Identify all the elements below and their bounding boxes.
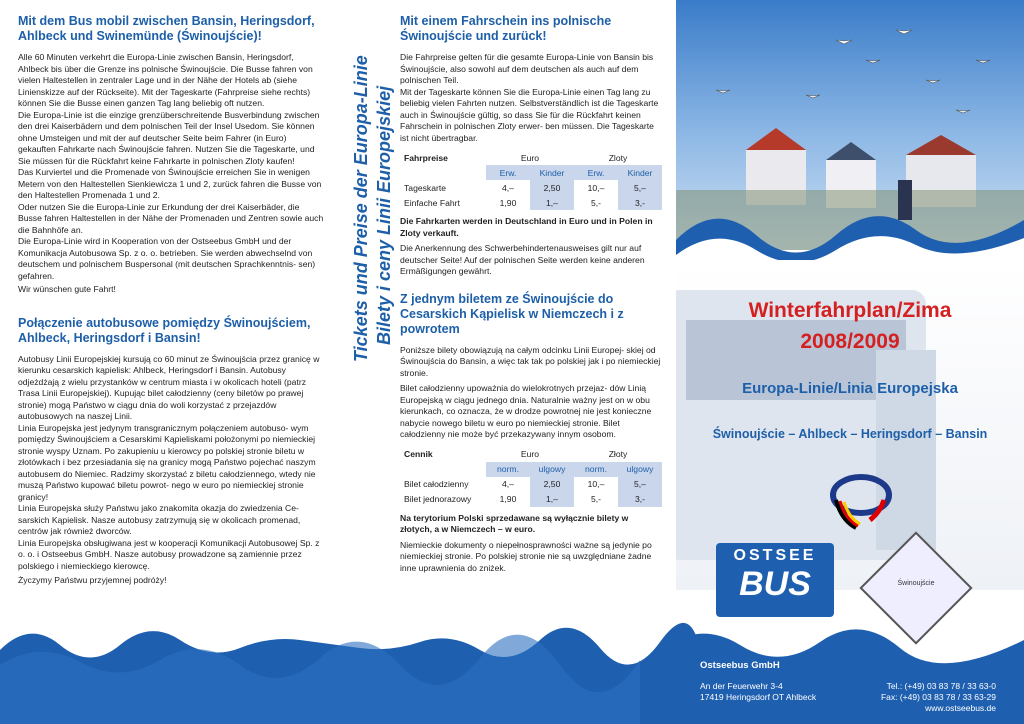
footer-tel: Tel.: (+49) 03 83 78 / 33 63-0 (886, 681, 996, 691)
paragraph: Linia Europejska obsługiwana jest w kooperacji Komunikacji Autobusowej Sp. z o. o. i Ostseebus GmbH. Nasze autobusy prowadzone są zamiennie przez polskiego i niemieckiego kierowcę. (18, 537, 320, 571)
cell: 5,– (618, 180, 662, 195)
cover-route: Świnoujście – Ahlbeck – Heringsdorf – Bansin (712, 427, 988, 441)
table-label: Cennik (404, 449, 433, 459)
table-row (400, 477, 662, 492)
currency-header: Euro (520, 152, 540, 163)
logo-main: BUS (739, 565, 811, 603)
footer-company: Ostseebus GmbH (700, 660, 780, 671)
vertical-title-line2: Bilety i ceny Linii Europejskiej (374, 85, 394, 345)
col-header: Erw. (574, 165, 618, 180)
vertical-title (330, 10, 400, 370)
column-tickets (400, 14, 662, 574)
col-header: ulgowy (530, 462, 574, 477)
note-bold: Die Fahrkarten werden in Deutschland in Euro und in Polen in Zloty verkauft. (400, 216, 653, 238)
cell: 4,– (502, 182, 514, 193)
paragraph: Das Kurviertel und die Promenade von Świnoujście erreichen Sie in wenigen Metern von den Haltestellen Sienkiewicza 1 und 2, zurück fahren die Busse von den Haltestellen Promenada 1 und 2. (18, 167, 322, 200)
fare-table-de (400, 150, 662, 210)
paragraph: Die Europa-Linie ist die einzige grenzüberschreitende Busverbindung zwischen den drei Kaiserbädern und dem polnischen Teil der Insel Usedom. Sie können ohne Umsteigen und mit der auf deutscher Seite beim Fahrer (in Euro) gekauften Fahrkarte nach Świnoujście fahren. Nutzen Sie die Tageskarte, und Sie müssen für die Rückfahrt keine Fahrkarte in polnischen Zloty kaufen! (18, 109, 320, 166)
cell: 1,– (530, 492, 574, 507)
cover-subtitle: Europa-Linie/Linia Europejska (742, 380, 958, 397)
seal-label: Świnoujście (897, 580, 935, 587)
row-label: Einfache Fahrt (404, 197, 460, 208)
cell: 1,90 (499, 197, 517, 208)
bottom-wave (0, 620, 1024, 724)
cell: 5,– (618, 477, 662, 492)
col-header: norm. (574, 462, 618, 477)
logo-top: OSTSEE (733, 547, 817, 564)
paragraph: Die Europa-Linie wird in Kooperation von der Ostseebus GmbH und der Komunikacja Autobusowa Sp. z o. o. betrieben. Sie werden abwechselnd von deutschem und polnischem Buspersonal (mit deutschen Sprachkenntnis- sen) gefahren. (18, 236, 316, 281)
note-bold: Na terytorium Polski sprzedawane są wyłącznie bilety w złotych, a w Niemczech – w euro. (400, 512, 629, 534)
footer-street: An der Feuerwehr 3-4 (700, 681, 783, 691)
cover-title-line2: 2008/2009 (800, 330, 900, 353)
paragraph: Niemieckie dokumenty o niepełnosprawności ważne są jedynie po niemieckiej stronie. Po polskiej stronie nie są uwzględniane żadne inne uprawnienia do zniżek. (400, 539, 652, 573)
cell: 10,– (587, 182, 605, 193)
heading-ticket-pl: Z jednym biletem ze Świnoujście do Cesarskich Kąpielisk w Niemczech i z powrotem (400, 291, 624, 336)
row-label: Bilet jednorazowy (404, 494, 472, 504)
table-row (400, 180, 662, 195)
footer-fax: Fax: (+49) 03 83 78 / 33 63-29 (880, 692, 996, 702)
footer-web[interactable]: www.ostseebus.de (925, 703, 996, 713)
fare-table-pl (400, 447, 662, 507)
paragraph: Alle 60 Minuten verkehrt die Europa-Linie zwischen Bansin, Heringsdorf, Ahlbeck bis über die Grenze ins polnische Świnoujście. Die Busse fahren von vielen Haltestellen in zentraler Lage und in der Nähe der Hotels ab (siehe Linienskizze auf der Rückseite). Mit der Tageskarte (Fahrpreise siehe rechts) können Sie die Busse einen ganzen Tag lang beliebig oft nutzen. (18, 52, 313, 108)
cell: 5,- (590, 197, 602, 208)
vertical-title-line1: Tickets und Preise der Europa-Linie (351, 55, 371, 362)
row-label: Tageskarte (404, 182, 447, 193)
paragraph: Mit der Tageskarte können Sie die Europa-Linie einen Tag lang zu beliebig vielen Fahrten nutzen. Selbstverständlich ist die Tageskarte auch in Świnoujście gültig, so dass Sie für die Rückfahrt keinen Fahrschein in polnischen Zloty erwer- ben müssen. Die Tageskarte ist nicht übertragbar. (400, 86, 659, 143)
col-header: norm. (486, 462, 530, 477)
cell: 4,– (502, 479, 514, 489)
currency-header: Złoty (608, 449, 628, 459)
paragraph: Życzymy Państwu przyjemnej podróży! (18, 575, 167, 585)
cell: 10,– (587, 479, 605, 489)
heading-polish-intro: Połączenie autobusowe pomiędzy Świnoujściem, Ahlbeck, Heringsdorf i Bansin! (18, 315, 311, 345)
cell: 2,50 (530, 180, 574, 195)
cell: 2,50 (530, 477, 574, 492)
ostseebus-logo (716, 543, 834, 617)
paragraph: Wir wünschen gute Fahrt! (18, 284, 116, 294)
paragraph: Bilet całodzienny upoważnia do wielokrotnych przejaz- dów Linią Europejską w ciągu jednego dnia. Naturalnie ważny jest on w obu kierunkach, co oznacza, że w drodze powrotnej nie jest konieczne nabycie nowego biletu w euro po niemieckiej stronie. Bilet całodzienny nie może być przekazywany innym osobom. (400, 383, 652, 439)
cell: 3,- (618, 195, 662, 210)
heading-ticket-de: Mit einem Fahrschein ins polnische Świnoujście und zurück! (400, 14, 612, 43)
paragraph: Autobusy Linii Europejskiej kursują co 60 minut ze Świnoujścia przez granicę w kierunku cesarskich kąpielisk: Ahlbeck, Heringsdorf i Bansin. Autobusy odjeżdżają z wielu przystanków w centrum miasta i w okolicach hoteli (patrz Trasa Linii Europejskiej). Kupując bilet całodzienny (ceny biletów po prawej stronie) mogą Państwo w ciągu dnia do woli korzystać z przejazdów autobusowych na naszej Linii. (18, 353, 320, 421)
paragraph: Linia Europejska jest jedynym transgranicznym połączeniem autobuso- wym pomiędzy Świnoujściem a Cesarskimi Kąpieliskami położonymi po niemieckiej stronie wyspy Uznam. Po zakupieniu u kierowcy po polskiej stronie biletu w złotówkach i bez przesiadania się na granicy mogą Państwo pojechać naszym autobusem do Niemiec. Radzimy skorzystać z biletu całodziennego, wtedy nie muszą Państwo kupować biletu powrot- nego w euro po niemieckiej stronie granicy! (18, 422, 316, 502)
cell: 1,90 (499, 494, 517, 504)
cover-title-line1: Winterfahrplan/Zima (748, 299, 952, 322)
column-german-polish-intro (18, 14, 324, 587)
paragraph: Linia Europejska służy Państwu jako znakomita okazja do zwiedzenia Ce- sarskich Kąpielisk. Nasze autobusy zatrzymują się w okolicach promenad, centrów jak również dworców. (18, 503, 301, 536)
currency-header: Euro (520, 449, 540, 459)
paragraph: Poniższe bilety obowiązują na całym odcinku Linii Europej- skiej od Świnoujścia do Bansin, a więc tak tak po polskiej jak i po niemieckiej stronie. (400, 344, 661, 378)
col-header: Kinder (618, 165, 662, 180)
table-label: Fahrpreise (404, 152, 448, 163)
paragraph: Oder nutzen Sie die Europa-Linie zur Erkundung der drei Kaiserbäder, die Busse fahren Haltestellen in der Nähe der Promenaden und Zentren sowie auch die Bahnhöfe an. (18, 201, 324, 235)
cover-panel (676, 0, 1024, 724)
table-row (400, 195, 662, 210)
cell: 5,- (590, 494, 602, 504)
paragraph: Die Anerkennung des Schwerbehindertenausweises gilt nur auf deutscher Seite! Auf der polnischen Seite werden keine anderen Ermäßigungen gewährt. (400, 243, 645, 276)
currency-header: Zloty (608, 152, 628, 163)
flag-ribbon-icon (826, 465, 896, 535)
table-row (400, 492, 662, 507)
cell: 1,– (530, 195, 574, 210)
col-header: ulgowy (618, 462, 662, 477)
heading-german-intro: Mit dem Bus mobil zwischen Bansin, Heringsdorf, Ahlbeck und Swinemünde (Świnoujście)! (18, 14, 315, 43)
col-header: Erw. (486, 165, 530, 180)
footer-city: 17419 Heringsdorf OT Ahlbeck (700, 692, 817, 702)
row-label: Bilet całodzienny (404, 479, 469, 489)
cell: 3,- (618, 492, 662, 507)
paragraph: Die Fahrpreise gelten für die gesamte Europa-Linie von Bansin bis Świnoujście, also sowohl auf dem deutschen als auch auf dem polnischen Teil. (400, 52, 654, 85)
col-header: Kinder (530, 165, 574, 180)
